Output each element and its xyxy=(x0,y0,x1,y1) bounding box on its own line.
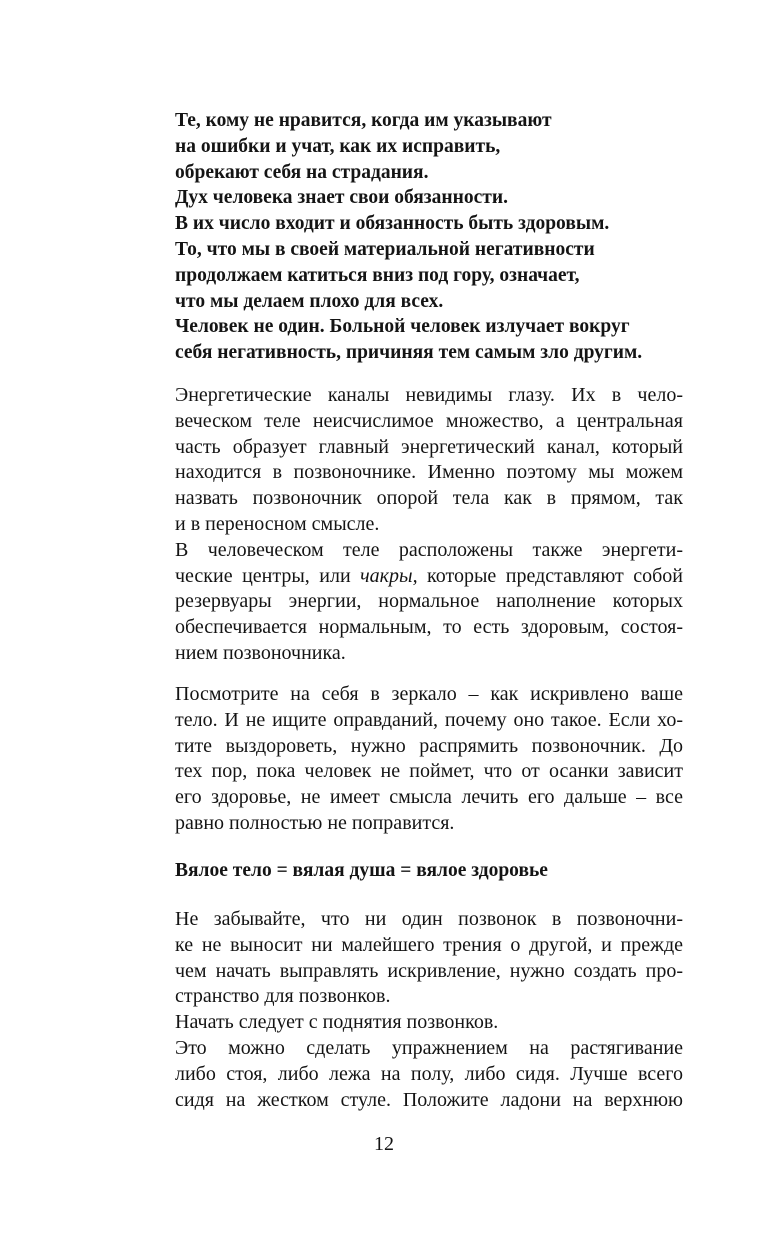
paragraph-line: либо стоя, либо лежа на полу, либо сидя. Лучше всего xyxy=(175,1062,683,1085)
epigraph-line: То, что мы в своей материальной негативности xyxy=(175,238,595,260)
paragraph-line: часть образует главный энергетический канал, который xyxy=(175,435,683,458)
paragraph-line: нием позвоночника. xyxy=(175,641,346,664)
paragraph-line: сидя на жестком стуле. Положите ладони на верхнюю xyxy=(175,1088,683,1111)
epigraph-line: Человек не один. Больной человек излучает вокруг xyxy=(175,316,630,338)
paragraph-line: тех пор, пока человек не поймет, что от осанки зависит xyxy=(175,760,683,783)
epigraph-line: себя негативность, причиняя тем самым зло другим. xyxy=(175,342,643,364)
section-heading xyxy=(175,858,683,884)
body-section-3 xyxy=(175,907,683,1113)
paragraph-line: Не забывайте, что ни один позвонок в позвоночни- xyxy=(175,908,683,930)
epigraph-line: Дух человека знает свои обязанности. xyxy=(175,187,508,209)
epigraph-line: В их число входит и обязанность быть здоровым. xyxy=(175,213,610,235)
paragraph-line: чем начать выправлять искривление, нужно создать про- xyxy=(175,959,683,982)
paragraph-line: обеспечивается нормальным, то есть здоровым, состоя- xyxy=(175,616,683,639)
paragraph-line: Энергетические каналы невидимы глазу. Их в чело- xyxy=(175,384,683,406)
paragraph-line: равно полностью не поправится. xyxy=(175,811,455,834)
paragraph-line: находится в позвоночнике. Именно поэтому мы можем xyxy=(175,461,683,484)
paragraph-line: и в переносном смысле. xyxy=(175,512,380,535)
epigraph-line: продолжаем катиться вниз под гору, означает, xyxy=(175,264,580,286)
paragraph-line-with-emphasis xyxy=(175,564,683,590)
emphasized-term: чакры, xyxy=(360,564,418,587)
text-fragment: ческие центры, или xyxy=(175,564,361,587)
epigraph-line: Те, кому не нравится, когда им указывают xyxy=(175,110,552,131)
paragraph-line: странство для позвонков. xyxy=(175,985,391,1008)
paragraph-line: Начать следует с поднятия позвонков. xyxy=(175,1011,499,1034)
paragraph-line: веческом теле неисчислимое множество, а центральная xyxy=(175,409,683,432)
epigraph-line: обрекают себя на страдания. xyxy=(175,161,429,183)
paragraph-line: тите выздороветь, нужно распрямить позвоночник. До xyxy=(175,734,683,757)
body-section-2 xyxy=(175,682,683,837)
text-fragment: которые представляют собой xyxy=(417,564,683,587)
paragraph-line: Это можно сделать упражнением на растягивание xyxy=(175,1036,683,1059)
paragraph-line: Посмотрите на себя в зеркало – как искривлено ваше xyxy=(175,683,683,705)
paragraph-line: тело. И не ищите оправданий, почему оно такое. Если хо- xyxy=(175,708,683,731)
epigraph-line: что мы делаем плохо для всех. xyxy=(175,290,444,312)
paragraph-line: назвать позвоночник опорой тела как в прямом, так xyxy=(175,487,683,510)
paragraph-line: В человеческом теле расположены также энергети- xyxy=(175,538,683,561)
epigraph xyxy=(175,108,683,366)
heading-text: Вялое тело = вялая душа = вялое здоровье xyxy=(175,860,548,881)
paragraph-line: ке не выносит ни малейшего трения о другой, и прежде xyxy=(175,933,683,956)
body-section-1 xyxy=(175,383,683,667)
page-number: 12 xyxy=(374,1133,394,1155)
epigraph-line: на ошибки и учат, как их исправить, xyxy=(175,135,501,157)
paragraph-line: его здоровье, не имеет смысла лечить его дальше – все xyxy=(175,786,683,809)
paragraph-line: резервуары энергии, нормальное наполнение которых xyxy=(175,590,683,613)
